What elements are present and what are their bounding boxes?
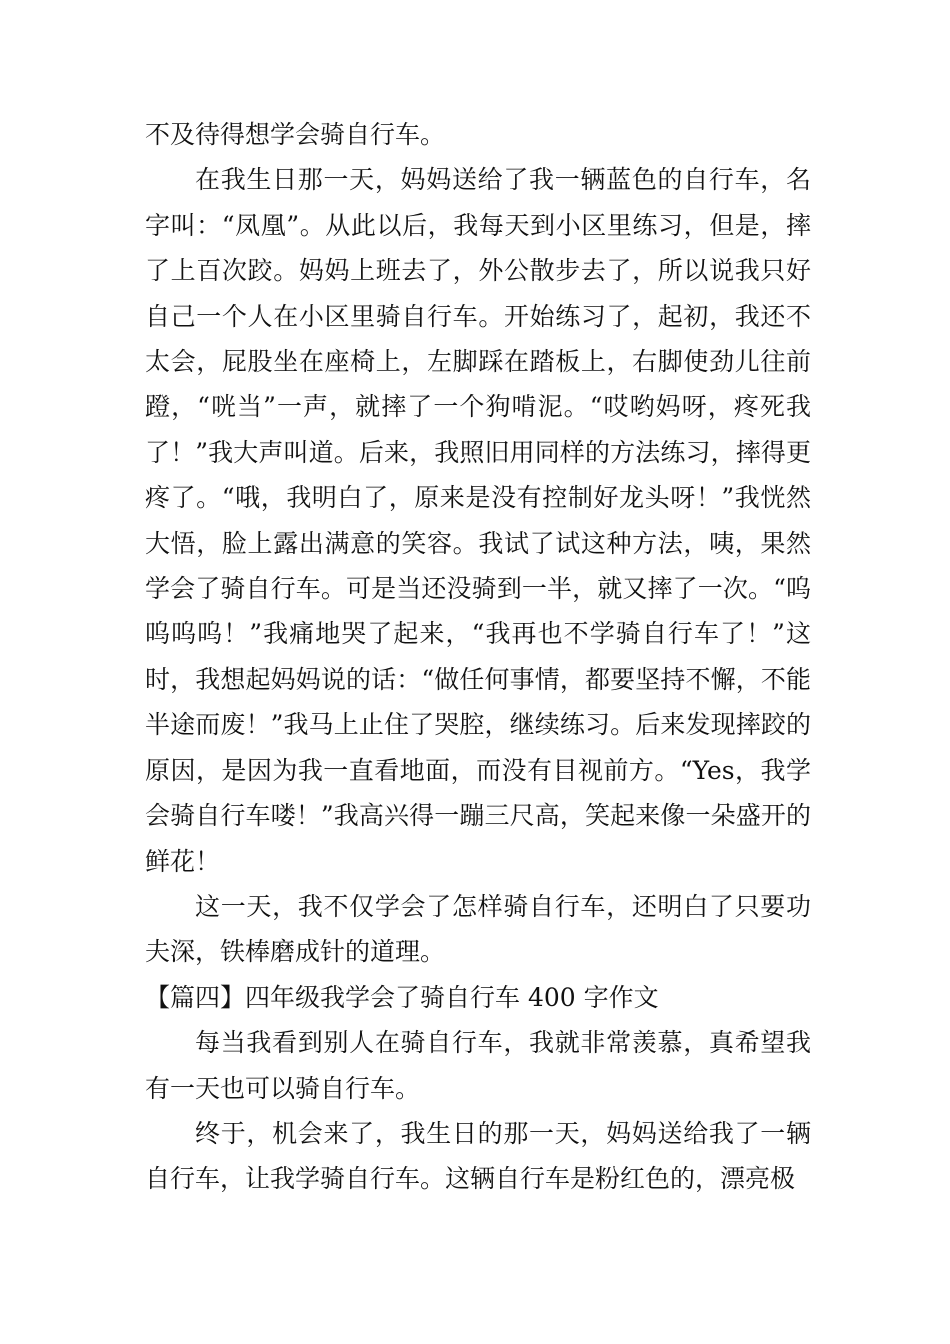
document-page <box>145 112 811 1202</box>
paragraph-continuation: 不及待得想学会骑自行车。 <box>145 120 446 149</box>
paragraph-lesson: 这一天，我不仅学会了怎样骑自行车，还明白了只要功夫深，铁棒磨成针的道理。 <box>145 891 811 967</box>
paragraph-birthday-practice: 在我生日那一天，妈妈送给了我一辆蓝色的自行车，名字叫：“凤凰”。从此以后，我每天到小区里练习，但是，摔了上百次跤。妈妈上班去了，外公散步去了，所以说我只好自己一个人在小区里骑自行车。开始练习了，起初，我还不太会，屁股坐在座椅上，左脚踩在踏板上，右脚使劲儿往前蹬，“咣当”一声，就摔了一个狗啃泥。“哎哟妈呀，疼死我了！”我大声叫道。后来，我照旧用同样的方法练习，摔得更疼了。“哦，我明白了，原来是没有控制好龙头呀！”我恍然大悟，脸上露出满意的笑容。我试了试这种方法，咦，果然学会了骑自行车。可是当还没骑到一半，就又摔了一次。“呜呜呜呜！”我痛地哭了起来，“我再也不学骑自行车了！”这时，我想起妈妈说的话：“做任何事情，都要坚持不懈，不能半途而废！”我马上止住了哭腔，继续练习。后来发现摔跤的原因，是因为我一直看地面，而没有目视前方。“Yes，我学会骑自行车喽！”我高兴得一蹦三尺高，笑起来像一朵盛开的鲜花！ <box>145 165 811 876</box>
section-heading-part-four: 【篇四】四年级我学会了骑自行车 400 字作文 <box>145 982 659 1012</box>
paragraph-envy: 每当我看到别人在骑自行车，我就非常羡慕，真希望我有一天也可以骑自行车。 <box>145 1028 811 1103</box>
paragraph-gift: 终于，机会来了，我生日的那一天，妈妈送给我了一辆自行车，让我学骑自行车。这辆自行车是粉红色的，漂亮极 <box>145 1118 811 1194</box>
